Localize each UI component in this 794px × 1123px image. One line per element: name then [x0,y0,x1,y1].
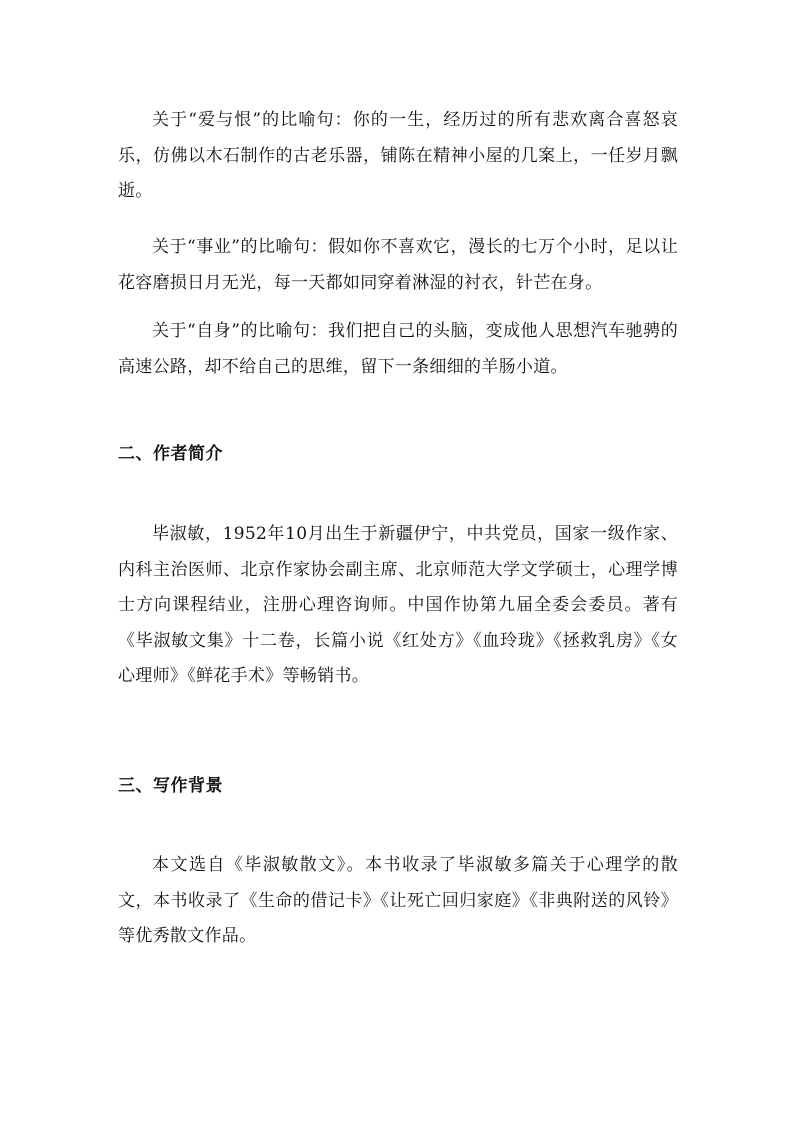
author-intro-paragraph: 毕淑敏，1952年10月出生于新疆伊宁，中共党员，国家一级作家、内科主治医师、北京作家协会副主席、北京师范大学文学硕士，心理学博士方向课程结业，注册心理咨询师。中国作协第九届全委会委员。著有《毕淑敏文集》十二卷，长篇小说《红处方》《血玲珑》《拯救乳房》《女心理师》《鲜花手术》等畅销书。 [118,524,678,686]
metaphor-self-paragraph: 关于“自身”的比喻句：我们把自己的头脑，变成他人思想汽车驰骋的高速公路，却不给自己的思维，留下一条细细的羊肠小道。 [118,321,678,377]
author-intro-heading: 二、作者简介 [118,444,223,464]
writing-background-paragraph: 本文选自《毕淑敏散文》。本书收录了毕淑敏多篇关于心理学的散文，本书收录了《生命的借记卡》《让死亡回归家庭》《非典附送的风铃》等优秀散文作品。 [118,855,678,946]
writing-background-heading: 三、写作背景 [118,776,223,796]
metaphor-love-hate-paragraph: 关于“爱与恨”的比喻句：你的一生，经历过的所有悲欢离合喜怒哀乐，仿佛以木石制作的古老乐器，铺陈在精神小屋的几案上，一任岁月飘逝。 [118,110,678,201]
metaphor-career-paragraph: 关于“事业”的比喻句：假如你不喜欢它，漫长的七万个小时，足以让花容磨损日月无光，每一天都如同穿着淋湿的衬衣，针芒在身。 [118,237,678,293]
